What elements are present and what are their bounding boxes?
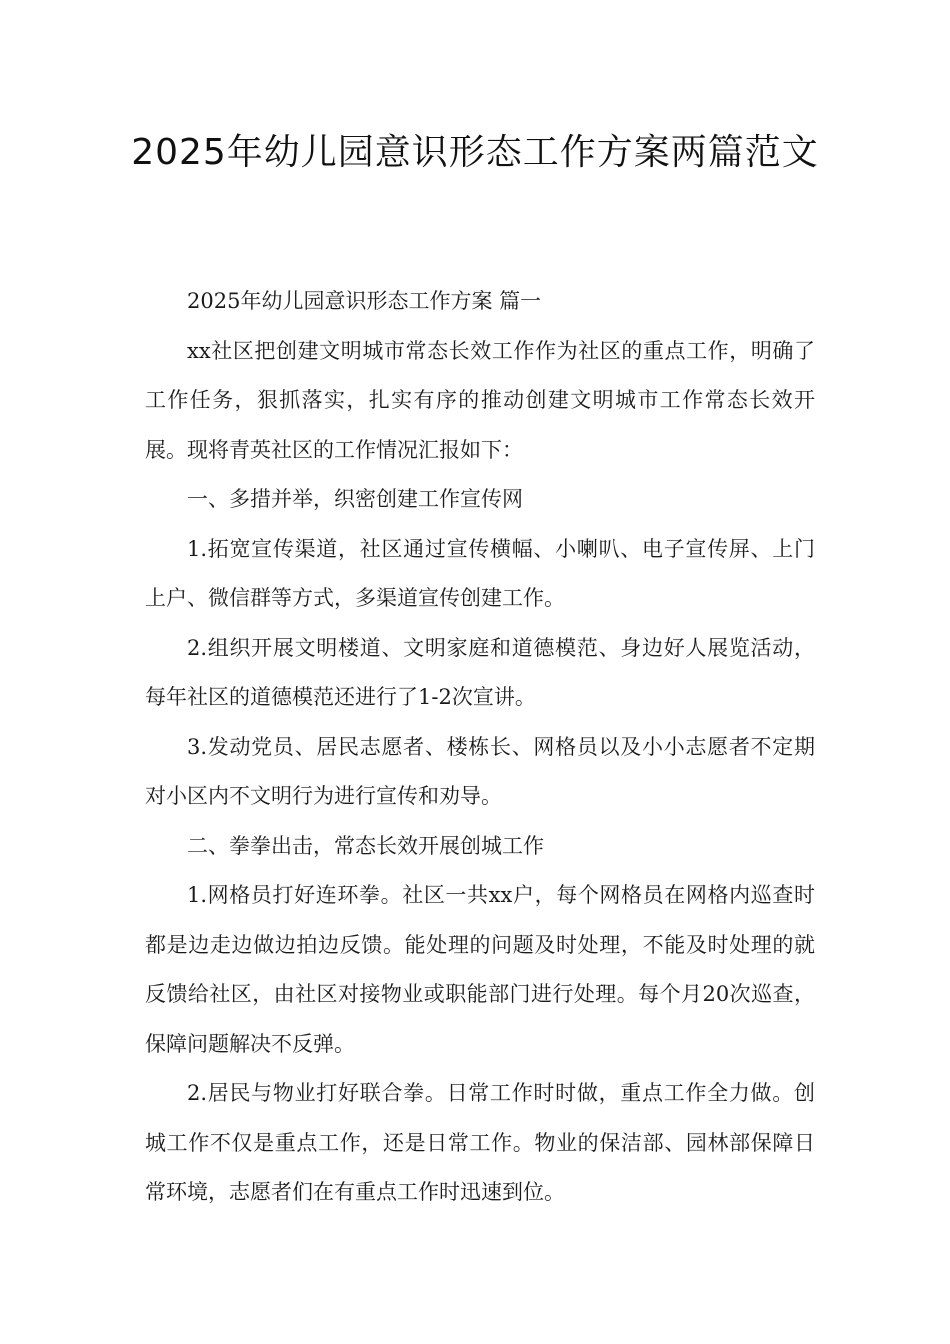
- section-heading: 二、拳拳出击，常态长效开展创城工作: [187, 833, 544, 858]
- section-heading: 一、多措并举，织密创建工作宣传网: [187, 487, 523, 511]
- section-heading: 2025年幼儿园意识形态工作方案 篇一: [187, 289, 542, 313]
- document-body: [145, 277, 815, 1218]
- paragraph: 1.网格员打好连环拳。社区一共xx户，每个网格员在网格内巡查时都是边走边做边拍边反馈。能处理的问题及时处理，不能及时处理的就反馈给社区，由社区对接物业或职能部门进行处理。每个月20次巡查，保障问题解决不反弹。: [145, 883, 815, 1056]
- paragraph: 3.发动党员、居民志愿者、楼栋长、网格员以及小小志愿者不定期对小区内不文明行为进行宣传和劝导。: [145, 734, 815, 808]
- paragraph: 1.拓宽宣传渠道，社区通过宣传横幅、小喇叭、电子宣传屏、上门上户、微信群等方式，多渠道宣传创建工作。: [145, 536, 815, 610]
- paragraph: xx社区把创建文明城市常态长效工作作为社区的重点工作，明确了工作任务，狠抓落实，扎实有序的推动创建文明城市工作常态长效开展。现将青英社区的工作情况汇报如下：: [145, 338, 815, 462]
- document-title: 2025年幼儿园意识形态工作方案两篇范文: [131, 132, 819, 173]
- paragraph: 2.居民与物业打好联合拳。日常工作时时做，重点工作全力做。创城工作不仅是重点工作，还是日常工作。物业的保洁部、园林部保障日常环境，志愿者们在有重点工作时迅速到位。: [145, 1081, 815, 1204]
- paragraph: 2.组织开展文明楼道、文明家庭和道德模范、身边好人展览活动，每年社区的道德模范还进行了1-2次宣讲。: [145, 635, 815, 709]
